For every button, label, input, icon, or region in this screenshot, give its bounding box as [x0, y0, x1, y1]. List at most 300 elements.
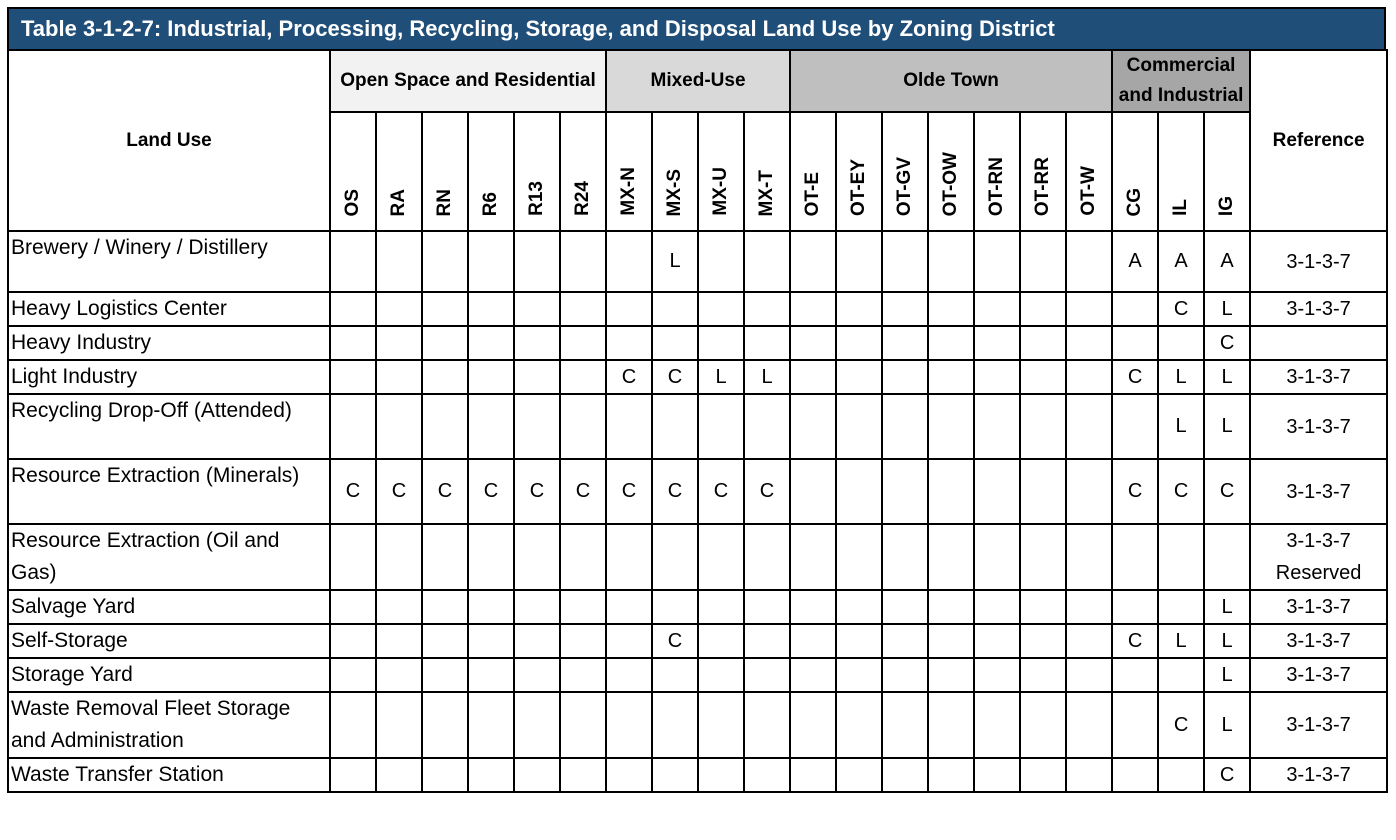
- permission-cell: [1020, 326, 1066, 360]
- permission-cell: C: [514, 459, 560, 524]
- table-row: [8, 624, 1387, 658]
- permission-cell: [652, 590, 698, 624]
- reference-value: 3-1-3-7: [1286, 415, 1351, 438]
- permission-cell: [514, 292, 560, 326]
- permission-cell: [790, 231, 836, 292]
- permission-cell: [974, 692, 1020, 758]
- permission-cell: L: [698, 360, 744, 394]
- permission-cell: [422, 658, 468, 692]
- reference-value: 3-1-3-7: [1286, 630, 1351, 652]
- group-header-mixed-use: Mixed-Use: [606, 50, 790, 112]
- permission-cell: [652, 394, 698, 459]
- permission-cell: [1066, 292, 1112, 326]
- permission-cell: [606, 658, 652, 692]
- zone-label: OT-RN: [986, 156, 1008, 216]
- permission-cell: L: [1204, 624, 1250, 658]
- permission-cell: [560, 231, 606, 292]
- permission-cell: [468, 231, 514, 292]
- permission-cell: [468, 658, 514, 692]
- reference-cell: [1250, 459, 1387, 524]
- permission-cell: [1066, 524, 1112, 590]
- land-use-cell: Light Industry: [8, 360, 330, 394]
- permission-cell: [790, 658, 836, 692]
- zone-header-ot-ow: [928, 112, 974, 231]
- permission-cell: L: [1158, 394, 1204, 459]
- permission-cell: [514, 658, 560, 692]
- permission-cell: [790, 624, 836, 658]
- permission-cell: [790, 394, 836, 459]
- permission-cell: [882, 231, 928, 292]
- zone-header-ot-w: [1066, 112, 1112, 231]
- zone-label: IL: [1170, 199, 1192, 216]
- zoning-table-container: [7, 7, 1386, 793]
- permission-cell: [1158, 758, 1204, 792]
- reference-cell: [1250, 590, 1387, 624]
- permission-cell: [836, 758, 882, 792]
- permission-cell: [560, 326, 606, 360]
- permission-cell: [698, 624, 744, 658]
- zone-header-mx-s: [652, 112, 698, 231]
- permission-cell: [652, 326, 698, 360]
- permission-cell: [836, 524, 882, 590]
- permission-cell: [698, 692, 744, 758]
- permission-cell: [330, 524, 376, 590]
- land-use-table: [7, 49, 1388, 793]
- permission-cell: [330, 590, 376, 624]
- permission-cell: [468, 360, 514, 394]
- permission-cell: [790, 692, 836, 758]
- permission-cell: [790, 459, 836, 524]
- reference-cell: [1250, 292, 1387, 326]
- group-header-open-space-residential: Open Space and Residential: [330, 50, 606, 112]
- permission-cell: L: [744, 360, 790, 394]
- permission-cell: [928, 360, 974, 394]
- land-use-cell: Resource Extraction (Minerals): [8, 459, 330, 524]
- permission-cell: [606, 758, 652, 792]
- permission-cell: [1020, 590, 1066, 624]
- permission-cell: [744, 394, 790, 459]
- permission-cell: [836, 658, 882, 692]
- permission-cell: [928, 692, 974, 758]
- zone-header-mx-u: [698, 112, 744, 231]
- reference-value: 3-1-3-7: [1286, 366, 1351, 388]
- permission-cell: C: [1112, 360, 1158, 394]
- permission-cell: [1112, 326, 1158, 360]
- permission-cell: [836, 292, 882, 326]
- permission-cell: [744, 758, 790, 792]
- permission-cell: [836, 590, 882, 624]
- permission-cell: [1112, 658, 1158, 692]
- table-row: [8, 692, 1387, 758]
- zone-label: CG: [1124, 187, 1146, 216]
- table-row: [8, 758, 1387, 792]
- permission-cell: [1020, 360, 1066, 394]
- reference-value: 3-1-3-7: [1286, 530, 1351, 552]
- permission-cell: [1066, 692, 1112, 758]
- permission-cell: [468, 624, 514, 658]
- land-use-cell: Resource Extraction (Oil and Gas): [8, 524, 330, 590]
- permission-cell: [560, 692, 606, 758]
- reference-value: 3-1-3-7: [1286, 596, 1351, 618]
- reference-cell: [1250, 658, 1387, 692]
- permission-cell: [376, 758, 422, 792]
- permission-cell: [1112, 394, 1158, 459]
- permission-cell: [468, 292, 514, 326]
- permission-cell: [882, 658, 928, 692]
- zone-header-rn: [422, 112, 468, 231]
- permission-cell: [974, 758, 1020, 792]
- permission-cell: [836, 692, 882, 758]
- permission-cell: [468, 692, 514, 758]
- permission-cell: L: [1204, 394, 1250, 459]
- group-header-commercial-industrial: Commercial and Industrial: [1112, 50, 1250, 112]
- permission-cell: [974, 292, 1020, 326]
- zone-header-ot-ey: [836, 112, 882, 231]
- permission-cell: [836, 360, 882, 394]
- permission-cell: [422, 524, 468, 590]
- permission-cell: [468, 590, 514, 624]
- zone-label: R13: [526, 181, 547, 216]
- permission-cell: C: [468, 459, 514, 524]
- permission-cell: [836, 326, 882, 360]
- permission-cell: [652, 292, 698, 326]
- permission-cell: [330, 624, 376, 658]
- permission-cell: C: [606, 459, 652, 524]
- reference-cell: [1250, 692, 1387, 758]
- permission-cell: [744, 692, 790, 758]
- permission-cell: [698, 231, 744, 292]
- permission-cell: L: [652, 231, 698, 292]
- permission-cell: [698, 658, 744, 692]
- permission-cell: [790, 326, 836, 360]
- permission-cell: [882, 459, 928, 524]
- permission-cell: [1158, 658, 1204, 692]
- permission-cell: [1158, 326, 1204, 360]
- permission-cell: [606, 624, 652, 658]
- permission-cell: [606, 692, 652, 758]
- zone-header-il: [1158, 112, 1204, 231]
- permission-cell: [1066, 590, 1112, 624]
- reference-value: 3-1-3-7: [1286, 298, 1351, 320]
- zone-header-ra: [376, 112, 422, 231]
- permission-cell: [330, 326, 376, 360]
- permission-cell: C: [560, 459, 606, 524]
- permission-cell: [1112, 524, 1158, 590]
- permission-cell: [468, 394, 514, 459]
- zone-label: OS: [342, 188, 363, 216]
- reference-cell: [1250, 326, 1387, 360]
- permission-cell: [468, 524, 514, 590]
- table-body: [8, 231, 1387, 792]
- permission-cell: [882, 524, 928, 590]
- reference-cell: [1250, 624, 1387, 658]
- permission-cell: [514, 692, 560, 758]
- permission-cell: [560, 394, 606, 459]
- permission-cell: [330, 758, 376, 792]
- permission-cell: [1066, 459, 1112, 524]
- permission-cell: [1020, 394, 1066, 459]
- land-use-cell: Heavy Industry: [8, 326, 330, 360]
- permission-cell: [652, 658, 698, 692]
- permission-cell: [928, 459, 974, 524]
- permission-cell: C: [330, 459, 376, 524]
- permission-cell: [468, 326, 514, 360]
- permission-cell: [744, 524, 790, 590]
- permission-cell: L: [1158, 360, 1204, 394]
- land-use-cell: Waste Removal Fleet Storage and Administration: [8, 692, 330, 758]
- permission-cell: [376, 326, 422, 360]
- permission-cell: L: [1158, 624, 1204, 658]
- permission-cell: [974, 590, 1020, 624]
- permission-cell: [652, 524, 698, 590]
- zone-label: MX-U: [710, 167, 731, 216]
- permission-cell: [974, 231, 1020, 292]
- permission-cell: [514, 590, 560, 624]
- permission-cell: [744, 292, 790, 326]
- permission-cell: [422, 326, 468, 360]
- permission-cell: C: [652, 360, 698, 394]
- permission-cell: [560, 524, 606, 590]
- zone-label: OT-W: [1078, 166, 1100, 216]
- zone-label: RN: [434, 188, 455, 216]
- permission-cell: [1112, 292, 1158, 326]
- reference-value: 3-1-3-7: [1286, 250, 1351, 273]
- permission-cell: [928, 590, 974, 624]
- table-row: [8, 326, 1387, 360]
- reference-cell: [1250, 758, 1387, 792]
- permission-cell: [330, 658, 376, 692]
- permission-cell: [514, 524, 560, 590]
- permission-cell: [1158, 590, 1204, 624]
- permission-cell: [330, 360, 376, 394]
- permission-cell: [882, 758, 928, 792]
- permission-cell: C: [606, 360, 652, 394]
- permission-cell: [1020, 524, 1066, 590]
- permission-cell: [606, 590, 652, 624]
- zone-label: OT-E: [802, 171, 824, 216]
- permission-cell: [698, 292, 744, 326]
- permission-cell: L: [1204, 658, 1250, 692]
- zone-label: RA: [388, 188, 409, 216]
- permission-cell: [652, 758, 698, 792]
- permission-cell: [376, 658, 422, 692]
- zone-header-ig: [1204, 112, 1250, 231]
- permission-cell: [1066, 658, 1112, 692]
- permission-cell: [376, 590, 422, 624]
- zone-label: MX-S: [664, 168, 685, 216]
- table-title: Table 3-1-2-7: Industrial, Processing, Recycling, Storage, and Disposal Land Use by Zoning District: [7, 7, 1386, 49]
- permission-cell: C: [1158, 692, 1204, 758]
- zone-header-r6: [468, 112, 514, 231]
- zone-header-ot-rn: [974, 112, 1020, 231]
- permission-cell: [606, 231, 652, 292]
- zone-label: IG: [1216, 195, 1238, 216]
- land-use-cell: Heavy Logistics Center: [8, 292, 330, 326]
- permission-cell: L: [1204, 360, 1250, 394]
- permission-cell: [514, 624, 560, 658]
- permission-cell: [330, 292, 376, 326]
- permission-cell: C: [1204, 326, 1250, 360]
- permission-cell: [1066, 231, 1112, 292]
- permission-cell: [698, 758, 744, 792]
- table-row: [8, 360, 1387, 394]
- permission-cell: [514, 326, 560, 360]
- permission-cell: C: [744, 459, 790, 524]
- permission-cell: [468, 758, 514, 792]
- permission-cell: [330, 231, 376, 292]
- permission-cell: [882, 624, 928, 658]
- reference-cell: [1250, 360, 1387, 394]
- permission-cell: [882, 360, 928, 394]
- permission-cell: [422, 624, 468, 658]
- table-row: [8, 292, 1387, 326]
- land-use-cell: Recycling Drop-Off (Attended): [8, 394, 330, 459]
- permission-cell: [744, 658, 790, 692]
- permission-cell: [698, 394, 744, 459]
- permission-cell: [422, 590, 468, 624]
- permission-cell: C: [422, 459, 468, 524]
- zone-label: R6: [480, 191, 501, 216]
- permission-cell: [560, 758, 606, 792]
- permission-cell: [744, 231, 790, 292]
- zone-header-ot-rr: [1020, 112, 1066, 231]
- reference-note: Reserved: [1275, 562, 1362, 584]
- permission-cell: [928, 624, 974, 658]
- permission-cell: [422, 692, 468, 758]
- permission-cell: [376, 692, 422, 758]
- zone-label: R24: [572, 181, 593, 216]
- permission-cell: [1020, 292, 1066, 326]
- reference-header: Reference: [1250, 50, 1387, 231]
- permission-cell: [882, 394, 928, 459]
- permission-cell: [790, 590, 836, 624]
- zone-header-ot-e: [790, 112, 836, 231]
- permission-cell: [422, 394, 468, 459]
- permission-cell: [928, 658, 974, 692]
- zone-header-mx-t: [744, 112, 790, 231]
- permission-cell: [698, 524, 744, 590]
- land-use-cell: Storage Yard: [8, 658, 330, 692]
- permission-cell: [560, 658, 606, 692]
- permission-cell: [974, 624, 1020, 658]
- permission-cell: [882, 292, 928, 326]
- permission-cell: [606, 394, 652, 459]
- zone-header-r13: [514, 112, 560, 231]
- permission-cell: [560, 360, 606, 394]
- permission-cell: [514, 394, 560, 459]
- permission-cell: [652, 692, 698, 758]
- permission-cell: L: [1204, 590, 1250, 624]
- permission-cell: [836, 624, 882, 658]
- zone-label: MX-N: [618, 167, 639, 216]
- reference-cell: [1250, 231, 1387, 292]
- permission-cell: C: [698, 459, 744, 524]
- permission-cell: [698, 326, 744, 360]
- permission-cell: [974, 658, 1020, 692]
- permission-cell: C: [376, 459, 422, 524]
- table-row: [8, 231, 1387, 292]
- permission-cell: C: [1204, 758, 1250, 792]
- permission-cell: [376, 360, 422, 394]
- permission-cell: [422, 758, 468, 792]
- permission-cell: [974, 360, 1020, 394]
- permission-cell: [1066, 326, 1112, 360]
- zone-label: OT-RR: [1032, 156, 1054, 216]
- permission-cell: [836, 394, 882, 459]
- permission-cell: [1158, 524, 1204, 590]
- permission-cell: [606, 326, 652, 360]
- land-use-cell: Salvage Yard: [8, 590, 330, 624]
- permission-cell: [882, 590, 928, 624]
- permission-cell: A: [1158, 231, 1204, 292]
- permission-cell: [376, 394, 422, 459]
- permission-cell: [928, 326, 974, 360]
- permission-cell: [1066, 394, 1112, 459]
- permission-cell: [1066, 624, 1112, 658]
- zone-header-r24: [560, 112, 606, 231]
- permission-cell: [560, 590, 606, 624]
- permission-cell: L: [1204, 692, 1250, 758]
- permission-cell: [744, 624, 790, 658]
- permission-cell: [928, 231, 974, 292]
- table-row: [8, 394, 1387, 459]
- permission-cell: [376, 524, 422, 590]
- zone-header-ot-gv: [882, 112, 928, 231]
- permission-cell: C: [1158, 459, 1204, 524]
- permission-cell: [560, 292, 606, 326]
- permission-cell: C: [1112, 624, 1158, 658]
- permission-cell: [928, 292, 974, 326]
- permission-cell: [928, 524, 974, 590]
- land-use-header: Land Use: [8, 50, 330, 231]
- permission-cell: [790, 524, 836, 590]
- permission-cell: [1020, 459, 1066, 524]
- permission-cell: C: [1158, 292, 1204, 326]
- permission-cell: [974, 394, 1020, 459]
- reference-value: 3-1-3-7: [1286, 664, 1351, 686]
- table-header: [8, 50, 1387, 231]
- permission-cell: [882, 692, 928, 758]
- permission-cell: [974, 459, 1020, 524]
- permission-cell: [1112, 758, 1158, 792]
- permission-cell: [376, 231, 422, 292]
- permission-cell: L: [1204, 292, 1250, 326]
- permission-cell: [514, 231, 560, 292]
- permission-cell: [560, 624, 606, 658]
- permission-cell: [606, 292, 652, 326]
- permission-cell: [514, 360, 560, 394]
- permission-cell: [744, 590, 790, 624]
- zone-label: OT-OW: [940, 151, 962, 216]
- permission-cell: [836, 231, 882, 292]
- permission-cell: C: [1112, 459, 1158, 524]
- permission-cell: C: [1204, 459, 1250, 524]
- permission-cell: [928, 394, 974, 459]
- permission-cell: [790, 360, 836, 394]
- permission-cell: [1020, 758, 1066, 792]
- table-row: [8, 459, 1387, 524]
- permission-cell: [330, 394, 376, 459]
- reference-cell: [1250, 394, 1387, 459]
- permission-cell: C: [652, 459, 698, 524]
- permission-cell: A: [1204, 231, 1250, 292]
- permission-cell: [1204, 524, 1250, 590]
- table-row: [8, 524, 1387, 590]
- permission-cell: [744, 326, 790, 360]
- permission-cell: [514, 758, 560, 792]
- land-use-cell: Self-Storage: [8, 624, 330, 658]
- zone-header-os: [330, 112, 376, 231]
